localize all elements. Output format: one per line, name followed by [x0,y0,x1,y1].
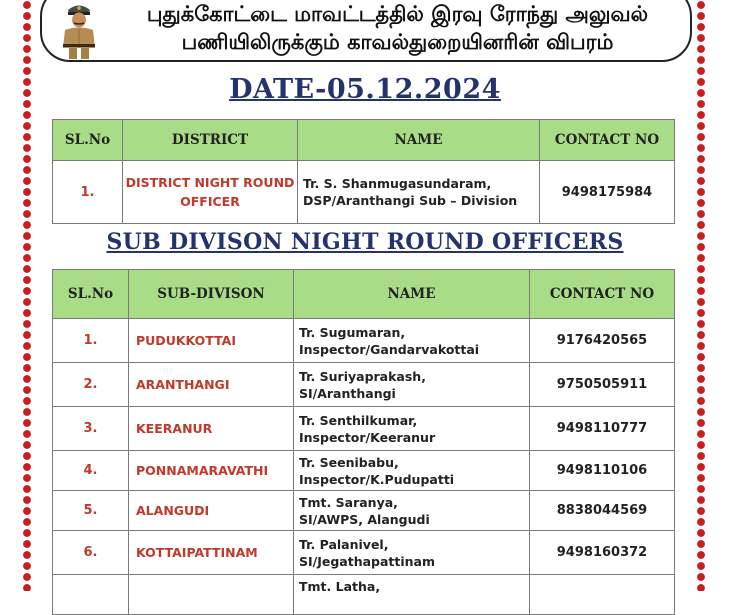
name-line-1: Tr. Sugumaran, [299,324,406,340]
table-row [53,575,675,615]
row-contact: 9176420565 [530,319,675,363]
district-line-1: DISTRICT NIGHT ROUND [125,175,295,190]
row-division: ARANTHANGI [129,363,294,407]
header-contact: CONTACT NO [530,270,675,319]
row-sl-no: 6. [53,531,129,575]
name-line-1: Tr. Senthilkumar, [299,412,418,428]
name-line-1: Tr. S. Shanmugasundaram, [303,176,492,191]
name-line-1: Tr. Suriyaprakash, [299,368,426,384]
table-row [53,319,675,363]
name-line-2: SI/Aranthangi [299,385,396,401]
district-table-header [53,120,675,161]
row-division: KOTTAIPATTINAM [129,531,294,575]
row-contact: 9750505911 [530,363,675,407]
name-line-1: Tr. Seenibabu, [299,454,399,470]
name-line-2: Inspector/Keeranur [299,429,436,445]
header-name: NAME [298,120,540,161]
district-line-2: OFFICER [180,194,240,209]
table-row [53,531,675,575]
row-contact: 9498160372 [530,531,675,575]
row-sl-no: 4. [53,451,129,491]
row-name [294,363,530,407]
row-division: PUDUKKOTTAI [129,319,294,363]
header-name: NAME [294,270,530,319]
sub-table-header [53,270,675,319]
sub-division-table [52,269,675,615]
table-row [53,363,675,407]
name-line-2: SI/Jegathapattinam [299,553,436,569]
header-sub-division: SUB-DIVISON [129,270,294,319]
name-line-2: Inspector/K.Pudupatti [299,471,455,487]
header-sl-no: SL.No [53,120,123,161]
row-division: PONNAMARAVATHI [129,451,294,491]
row-name [294,319,530,363]
row-contact: 9498110106 [530,451,675,491]
police-officer-icon [58,0,100,60]
row-name [298,161,540,224]
header-contact: CONTACT NO [540,120,675,161]
row-name [294,407,530,451]
row-name [294,451,530,491]
district-table [52,119,675,224]
row-contact: 9498175984 [540,161,675,224]
table-row [53,161,675,224]
name-line-1: Tmt. Latha, [299,579,381,594]
row-division: ALANGUDI [129,491,294,531]
row-sl-no: 2. [53,363,129,407]
name-line-2: SI/AWPS, Alangudi [299,511,430,527]
table-row [53,407,675,451]
sub-division-title: SUB DIVISON NIGHT ROUND OFFICERS [106,229,624,255]
date-title: DATE-05.12.2024 [229,74,501,105]
row-sl-no: 3. [53,407,129,451]
row-contact: 9498110777 [530,407,675,451]
name-line-2: Inspector/Gandarvakottai [299,341,480,357]
row-contact [530,575,675,615]
name-line-1: Tr. Palanivel, [299,536,389,552]
header-line-1: புதுக்கோட்டை மாவட்டத்தில் இரவு ரோந்து அலுவல் [146,2,649,26]
row-sl-no: 5. [53,491,129,531]
table-row [53,451,675,491]
row-name [294,491,530,531]
row-name [294,575,530,615]
row-sl-no: 1. [53,319,129,363]
row-contact: 8838044569 [530,491,675,531]
name-line-2: DSP/Aranthangi Sub – Division [303,193,518,208]
header-sl-no: SL.No [53,270,129,319]
name-line-1: Tmt. Saranya, [299,494,398,510]
header-line-2: பணியிலிருக்கும் காவல்துறையினரின் விபரம் [181,30,614,54]
row-district [123,161,298,224]
row-division: KEERANUR [129,407,294,451]
table-row [53,491,675,531]
row-sl-no: 1. [53,161,123,224]
row-division [129,575,294,615]
header-district: DISTRICT [123,120,298,161]
row-sl-no [53,575,129,615]
row-name [294,531,530,575]
